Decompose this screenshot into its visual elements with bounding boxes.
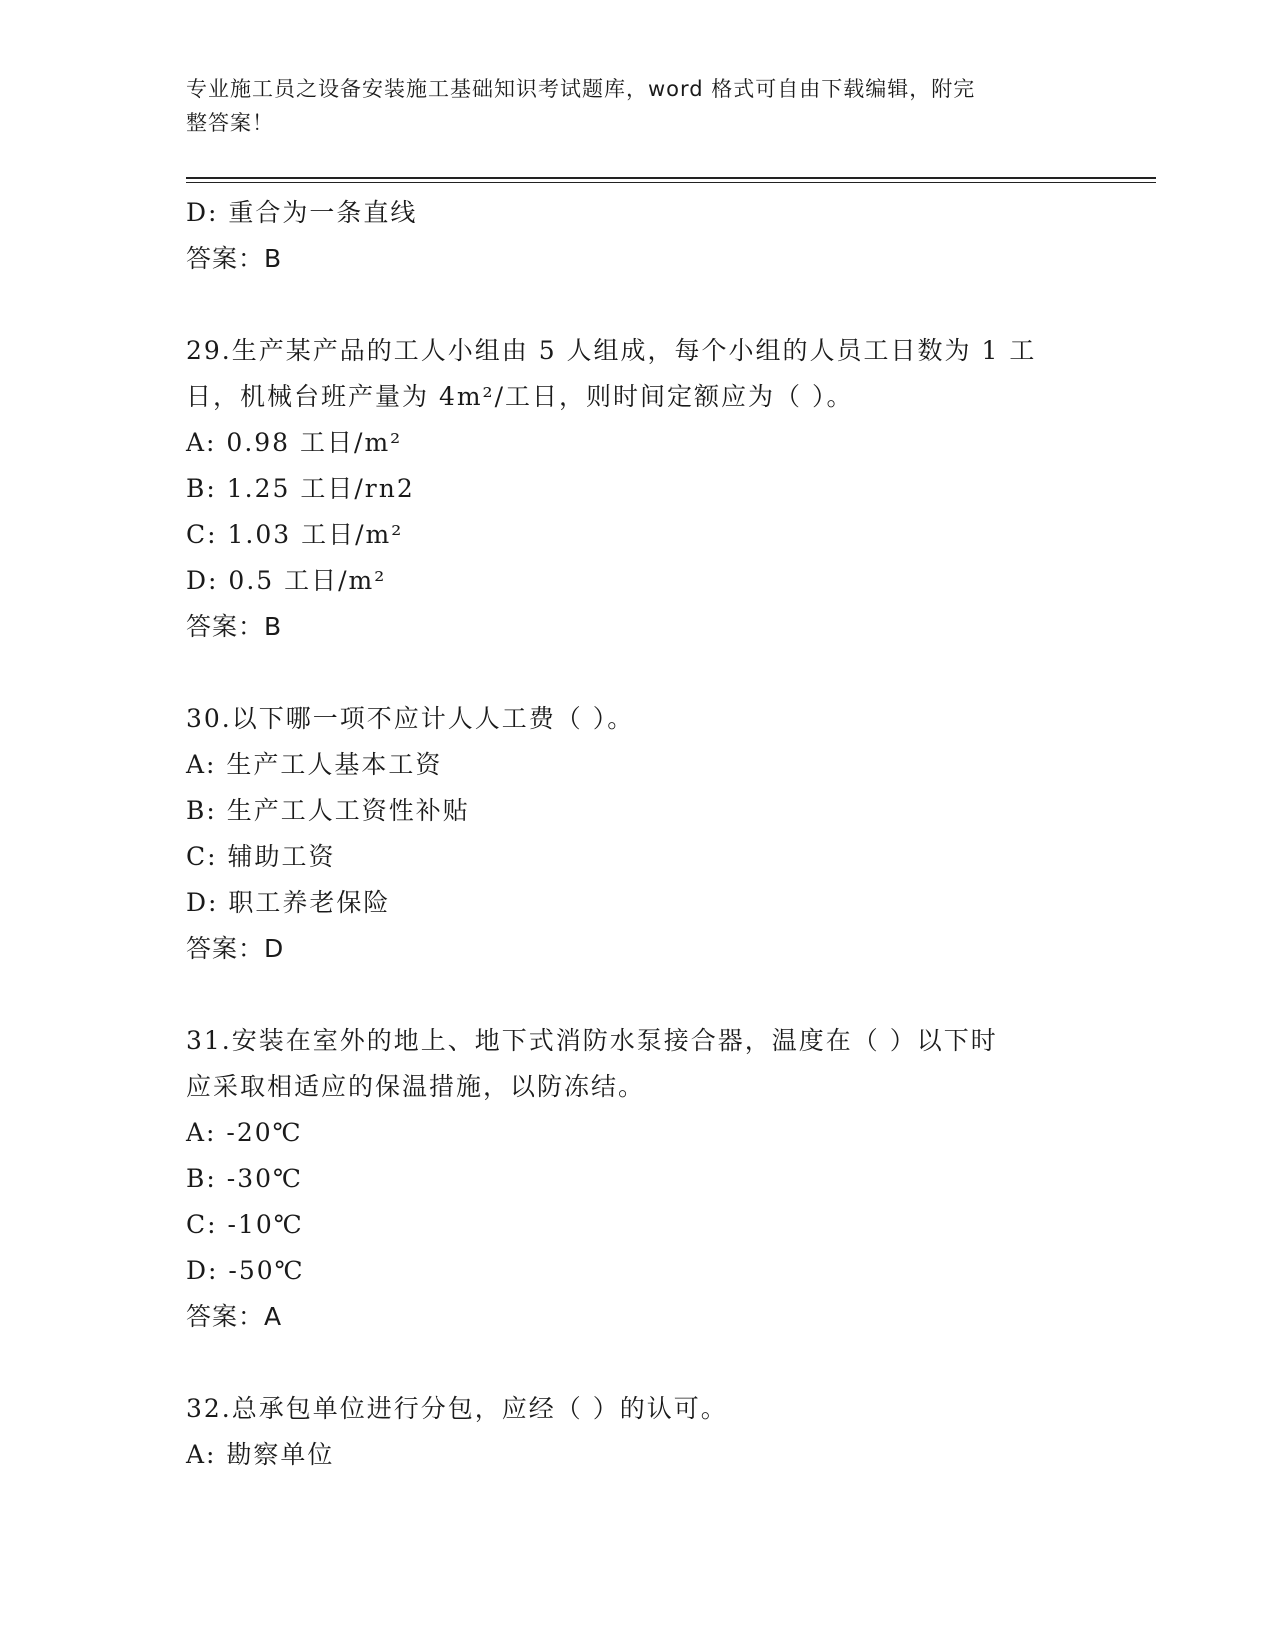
option-a: A: 勘察单位 bbox=[186, 1440, 335, 1469]
question-stem-line-1: 30.以下哪一项不应计人人工费（ ）。 bbox=[186, 704, 635, 733]
question-stem-line-2: 日，机械台班产量为 4m²/工日，则时间定额应为（ ）。 bbox=[186, 382, 854, 411]
question-stem-line-1: 29.生产某产品的工人小组由 5 人组成，每个小组的人员工日数为 1 工 bbox=[186, 336, 1037, 365]
header-divider-thin bbox=[186, 182, 1156, 183]
option-b: B: 1.25 工日/rn2 bbox=[186, 474, 415, 503]
spacer bbox=[186, 282, 1086, 328]
question-28-continued bbox=[186, 190, 1086, 282]
option-d: D: -50℃ bbox=[186, 1256, 305, 1285]
option-c: C: 1.03 工日/m² bbox=[186, 520, 404, 549]
answer: 答案：B bbox=[186, 612, 283, 641]
spacer bbox=[186, 972, 1086, 1018]
option-d: D: 0.5 工日/m² bbox=[186, 566, 387, 595]
question-list bbox=[186, 190, 1086, 1478]
question-32 bbox=[186, 1386, 1086, 1478]
option-b: B: 生产工人工资性补贴 bbox=[186, 796, 470, 825]
question-stem-line-1: 31.安装在室外的地上、地下式消防水泵接合器，温度在（ ）以下时 bbox=[186, 1026, 998, 1055]
question-stem-line-1: 32.总承包单位进行分包，应经（ ）的认可。 bbox=[186, 1394, 728, 1423]
question-30 bbox=[186, 696, 1086, 972]
option-a: A: 0.98 工日/m² bbox=[186, 428, 403, 457]
question-29 bbox=[186, 328, 1086, 650]
spacer bbox=[186, 1340, 1086, 1386]
question-31 bbox=[186, 1018, 1086, 1340]
option-c: C: -10℃ bbox=[186, 1210, 304, 1239]
option-a: A: 生产工人基本工资 bbox=[186, 750, 443, 779]
spacer bbox=[186, 650, 1086, 696]
answer: 答案：D bbox=[186, 934, 285, 963]
header-line-2: 整答案！ bbox=[186, 111, 274, 135]
option-d: D: 职工养老保险 bbox=[186, 888, 391, 917]
question-stem-line-2: 应采取相适应的保温措施，以防冻结。 bbox=[186, 1072, 646, 1101]
option-d: D: 重合为一条直线 bbox=[186, 198, 418, 227]
option-a: A: -20℃ bbox=[186, 1118, 303, 1147]
header-divider-thick bbox=[186, 177, 1156, 179]
answer: 答案：B bbox=[186, 244, 283, 273]
option-b: B: -30℃ bbox=[186, 1164, 303, 1193]
document-header bbox=[186, 72, 1066, 140]
answer: 答案：A bbox=[186, 1302, 283, 1331]
option-c: C: 辅助工资 bbox=[186, 842, 336, 871]
header-line-1: 专业施工员之设备安装施工基础知识考试题库，word 格式可自由下载编辑，附完 bbox=[186, 77, 976, 101]
